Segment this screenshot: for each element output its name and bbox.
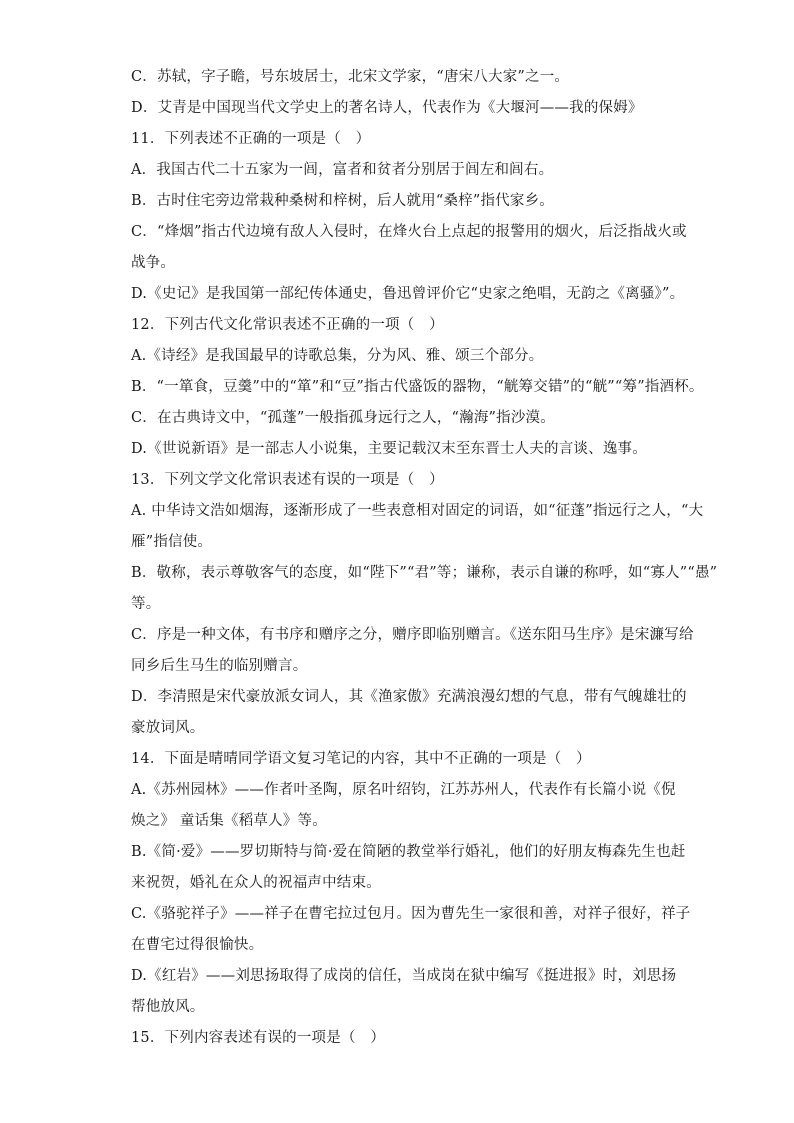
text-line: D．艾青是中国现当代文学史上的著名诗人，代表作为《大堰河——我的保姆》 [131, 100, 643, 116]
option-line-continued: 焕之》 童话集《稻草人》等。 [131, 813, 327, 829]
option-line: B.《简·爱》——罗切斯特与简·爱在简陋的教堂举行婚礼，他们的好朋友梅森先生也赶 [131, 844, 686, 860]
option-line-continued: 帮他放风。 [131, 999, 205, 1015]
option-line-continued: 战争。 [131, 255, 176, 271]
option-line-continued: 同乡后生马生的临别赠言。 [131, 658, 308, 674]
option-line: D．李清照是宋代豪放派女词人，其《渔家傲》充满浪漫幻想的气息，带有气魄雄壮的 [131, 689, 687, 705]
option-line-continued: 雁”指信使。 [131, 534, 213, 550]
question-heading: 15．下列内容表述有误的一项是（ ） [131, 1030, 386, 1046]
option-line: A. 中华诗文浩如烟海，逐渐形成了一些表意相对固定的词语，如“征蓬”指远行之人，“大 [131, 503, 704, 519]
question-heading: 11．下列表述不正确的一项是（ ） [131, 131, 371, 147]
option-line: A．我国古代二十五家为一闾，富者和贫者分别居于闾左和闾右。 [131, 162, 554, 178]
question-heading: 13．下列文学文化常识表述有误的一项是（ ） [131, 472, 444, 488]
document-page [131, 62, 718, 1054]
option-line: A.《诗经》是我国最早的诗歌总集，分为风、雅、颂三个部分。 [131, 348, 544, 364]
option-line: C.《骆驼祥子》——祥子在曹宅拉过包月。因为曹先生一家很和善，对祥子很好，祥子 [131, 906, 691, 922]
option-line-continued: 在曹宅过得很愉快。 [131, 937, 264, 953]
option-line: B．“一箪食，豆羹”中的“箪”和“豆”指古代盛饭的器物，“觥筹交错”的“觥”“筹”指酒杯。 [131, 379, 704, 395]
option-line: B．古时住宅旁边常栽种桑树和梓树，后人就用“桑梓”指代家乡。 [131, 193, 554, 209]
question-heading: 12．下列古代文化常识表述不正确的一项（ ） [131, 317, 444, 333]
option-line-continued: 来祝贺，婚礼在众人的祝福声中结束。 [131, 875, 381, 891]
option-line: B．敬称，表示尊敬客气的态度，如“陛下”“君”等；谦称，表示自谦的称呼，如“寡人”“愚” [131, 565, 718, 581]
option-line: A.《苏州园林》——作者叶圣陶，原名叶绍钧，江苏苏州人，代表作有长篇小说《倪 [131, 782, 676, 798]
option-line: C．序是一种文体，有书序和赠序之分，赠序即临别赠言。《送东阳马生序》是宋濂写给 [131, 627, 694, 643]
option-line-continued: 等。 [131, 596, 161, 612]
option-line: C．“烽烟”指古代边境有敌人入侵时，在烽火台上点起的报警用的烟火，后泛指战火或 [131, 224, 687, 240]
option-line: C．在古典诗文中，“孤蓬”一般指孤身远行之人，“瀚海”指沙漠。 [131, 410, 555, 426]
text-line: C．苏轼，字子瞻，号东坡居士，北宋文学家，“唐宋八大家”之一。 [131, 69, 570, 85]
option-line: D.《世说新语》是一部志人小说集，主要记载汉末至东晋士人夫的言谈、逸事。 [131, 441, 647, 457]
question-heading: 14．下面是晴晴同学语文复习笔记的内容，其中不正确的一项是（ ） [131, 751, 591, 767]
option-line-continued: 豪放词风。 [131, 720, 205, 736]
option-line: D.《史记》是我国第一部纪传体通史，鲁迅曾评价它“史家之绝唱，无韵之《离骚》”。 [131, 286, 685, 302]
option-line: D.《红岩》——刘思扬取得了成岗的信任，当成岗在狱中编写《挺进报》时，刘思扬 [131, 968, 677, 984]
